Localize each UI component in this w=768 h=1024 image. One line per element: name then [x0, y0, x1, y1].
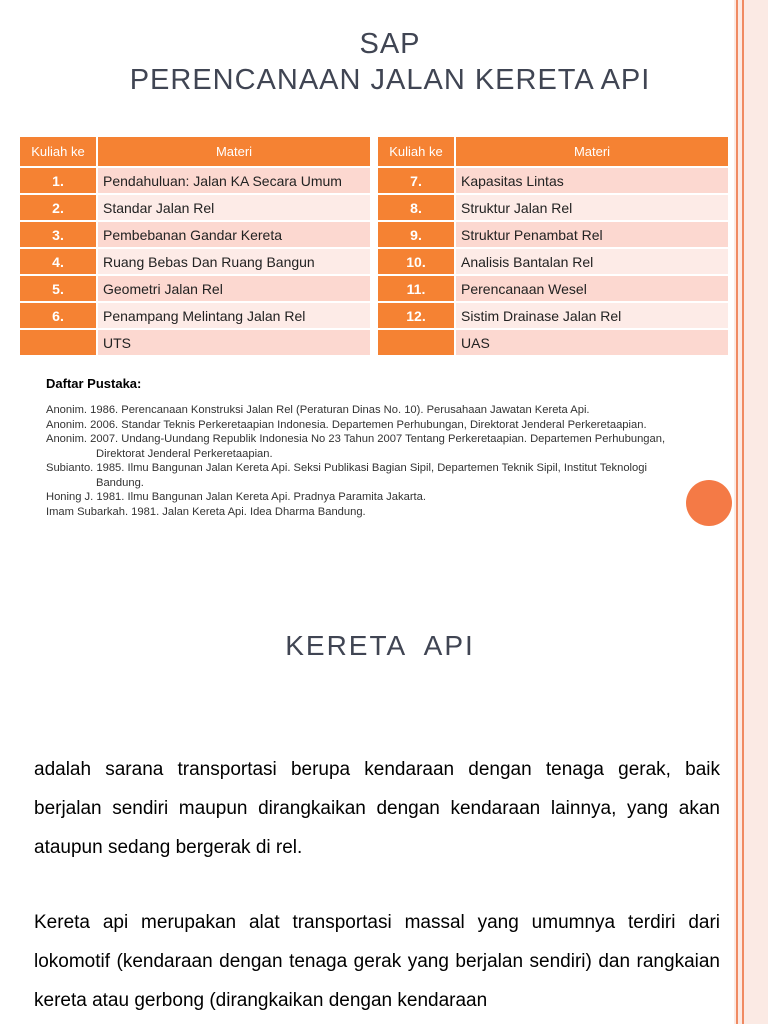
row-number: 10. — [378, 249, 456, 274]
reference-item: Imam Subarkah. 1981. Jalan Kereta Api. Idea Dharma Bandung. — [46, 505, 366, 518]
row-materi: Standar Jalan Rel — [98, 195, 370, 220]
row-materi: UTS — [98, 330, 370, 355]
row-number — [20, 330, 98, 355]
reference-item: Anonim. 2006. Standar Teknis Perkeretaapian Indonesia. Departemen Perhubungan, Direktorat Jenderal Perkeretaapian. — [46, 418, 647, 431]
section-title: KERETA API — [285, 630, 475, 661]
table-row — [20, 249, 370, 274]
table-header-row — [20, 137, 370, 166]
row-materi: Sistim Drainase Jalan Rel — [456, 303, 728, 328]
table-row — [378, 303, 728, 328]
reference-item: Honing J. 1981. Ilmu Bangunan Jalan Kereta Api. Pradnya Paramita Jakarta. — [46, 491, 426, 503]
decorative-border-line — [742, 0, 744, 1024]
decorative-border-line — [736, 0, 738, 1024]
row-number: 9. — [378, 222, 456, 247]
row-materi: Pendahuluan: Jalan KA Secara Umum — [98, 168, 370, 193]
paragraph: adalah sarana transportasi berupa kendaraan dengan tenaga gerak, baik berjalan sendiri maupun dirangkaikan dengan kendaraan lainnya, yang akan ataupun sedang bergerak di rel. — [34, 759, 720, 858]
slide-title-line2: PERENCANAAN JALAN KERETA API — [129, 64, 651, 96]
header-materi: Materi — [98, 137, 370, 166]
row-number: 5. — [20, 276, 98, 301]
reference-item: Subianto. 1985. Ilmu Bangunan Jalan Kereta Api. Seksi Publikasi Bagian Sipil, Departemen Teknik Sipil, Institut Teknologi Bandung. — [46, 462, 647, 489]
row-materi: Analisis Bantalan Rel — [456, 249, 728, 274]
decorative-border-strip — [734, 0, 768, 1024]
decorative-circle — [686, 480, 732, 526]
row-materi: Kapasitas Lintas — [456, 168, 728, 193]
table-row — [20, 195, 370, 220]
row-number — [378, 330, 456, 355]
table-row — [378, 195, 728, 220]
row-number: 2. — [20, 195, 98, 220]
table-row — [20, 276, 370, 301]
reference-item: Anonim. 1986. Perencanaan Konstruksi Jalan Rel (Peraturan Dinas No. 10). Perusahaan Jawatan Kereta Api. — [46, 404, 590, 416]
row-materi: Geometri Jalan Rel — [98, 276, 370, 301]
table-row — [378, 249, 728, 274]
slide-title-line1: SAP — [359, 28, 421, 60]
reference-item: Anonim. 2007. Undang-Uundang Republik Indonesia No 23 Tahun 2007 Tentang Perkeretaapian. Departemen Perhubungan, Direktorat Jenderal Perkeretaapian. — [46, 433, 666, 460]
schedule-table-left — [20, 135, 370, 357]
row-materi: Penampang Melintang Jalan Rel — [98, 303, 370, 328]
table-row — [378, 168, 728, 193]
header-materi: Materi — [456, 137, 728, 166]
references-section — [46, 376, 686, 519]
row-number: 4. — [20, 249, 98, 274]
row-number: 1. — [20, 168, 98, 193]
table-row — [20, 168, 370, 193]
table-row — [378, 330, 728, 355]
row-number: 12. — [378, 303, 456, 328]
table-row — [20, 303, 370, 328]
schedule-table-right — [378, 135, 728, 357]
table-row — [378, 276, 728, 301]
paragraph: Kereta api merupakan alat transportasi massal yang umumnya terdiri dari lokomotif (kendaraan dengan tenaga gerak yang berjalan sendiri) dan rangkaian kereta atau gerbong (dirangkaikan dengan kendaraan — [34, 912, 720, 1011]
header-kuliah-ke: Kuliah ke — [378, 137, 456, 166]
row-number: 11. — [378, 276, 456, 301]
row-number: 3. — [20, 222, 98, 247]
row-number: 8. — [378, 195, 456, 220]
table-header-row — [378, 137, 728, 166]
row-materi: Perencanaan Wesel — [456, 276, 728, 301]
table-row — [20, 222, 370, 247]
table-row — [20, 330, 370, 355]
references-title: Daftar Pustaka: — [46, 376, 142, 391]
header-kuliah-ke: Kuliah ke — [20, 137, 98, 166]
row-materi: UAS — [456, 330, 728, 355]
row-materi: Ruang Bebas Dan Ruang Bangun — [98, 249, 370, 274]
row-number: 6. — [20, 303, 98, 328]
row-number: 7. — [378, 168, 456, 193]
row-materi: Struktur Jalan Rel — [456, 195, 728, 220]
row-materi: Pembebanan Gandar Kereta — [98, 222, 370, 247]
table-row — [378, 222, 728, 247]
row-materi: Struktur Penambat Rel — [456, 222, 728, 247]
